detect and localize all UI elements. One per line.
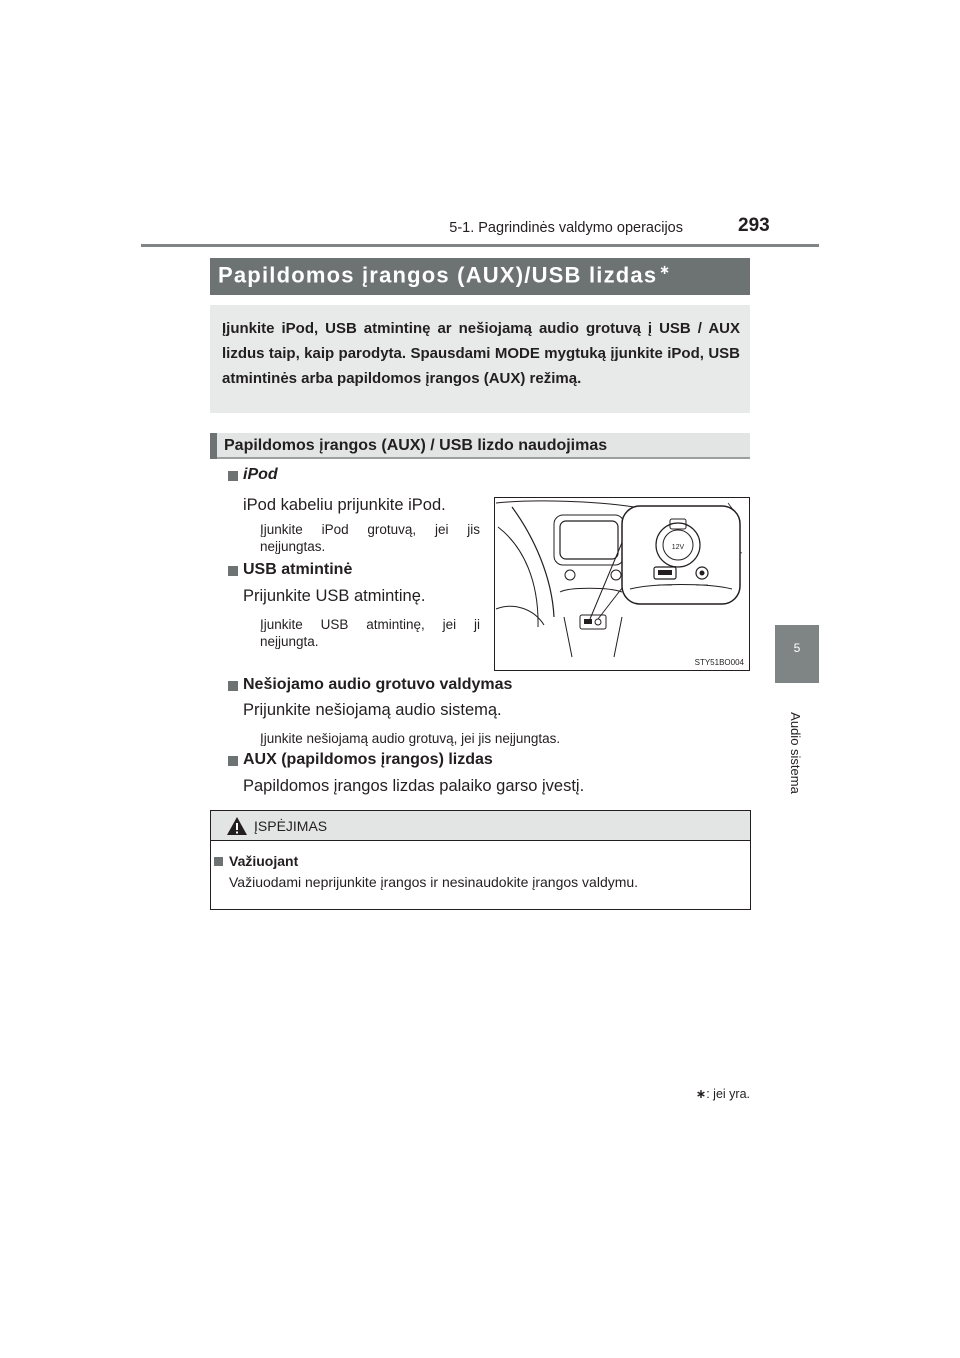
intro-text: Įjunkite iPod, USB atmintinę ar nešiojamą audio grotuvą į USB / AUX lizdus taip, kaip parodyta. Spausdami MODE mygtuką įjunkite iPod, USB atmintinės arba papildomos įrangos (AUX) režimą. [222, 320, 740, 387]
item-heading-aux: AUX (papildomos įrangos) lizdas [243, 751, 493, 768]
page-number: 293 [738, 215, 770, 236]
bullet-square-icon [228, 681, 238, 691]
item-note-usb: Įjunkite USB atmintinę, jei ji neįjungta. [260, 617, 480, 649]
item-heading-portable: Nešiojamo audio grotuvo valdymas [243, 676, 513, 693]
socket-label: 12V [671, 544, 685, 551]
chapter-label: Audio sistema [788, 712, 803, 794]
warning-label: ĮSPĖJIMAS [254, 818, 328, 834]
item-body-portable: Prijunkite nešiojamą audio sistemą. [243, 701, 502, 719]
bullet-square-icon [214, 857, 223, 866]
bullet-square-icon [228, 566, 238, 576]
item-note-ipod: Įjunkite iPod grotuvą, jei jis neįjungtas. [260, 522, 480, 554]
item-body-ipod: iPod kabeliu prijunkite iPod. [243, 496, 446, 514]
item-heading-ipod: iPod [243, 466, 278, 483]
warning-item-text: Važiuodami neprijunkite įrangos ir nesinaudokite įrangos valdymu. [229, 874, 639, 890]
warning-triangle-icon [226, 816, 248, 836]
bullet-square-icon [228, 471, 238, 481]
footnote [600, 1086, 750, 1101]
item-body-usb: Prijunkite USB atmintinę. [243, 587, 426, 605]
header-rule [141, 244, 819, 247]
item-heading-usb: USB atmintinė [243, 561, 353, 578]
footnote-asterisk: ∗ [695, 1087, 707, 1101]
dashboard-usb-aux-illustration [494, 497, 750, 671]
page-title-text: Papildomos įrangos (AUX)/USB lizdas [218, 262, 658, 288]
subheading: Papildomos įrangos (AUX) / USB lizdo naudojimas [224, 437, 608, 454]
illustration-code: STY51BO004 [694, 658, 744, 667]
bullet-square-icon [228, 756, 238, 766]
footnote-text: : jei yra. [706, 1087, 750, 1101]
page-title [218, 262, 671, 288]
subheading-accent [210, 433, 217, 459]
item-note-portable: Įjunkite nešiojamą audio grotuvą, jei jis neįjungtas. [260, 731, 561, 746]
section-title: 5-1. Pagrindinės valdymo operacijos [449, 220, 683, 236]
warning-item-title: Važiuojant [229, 853, 299, 869]
title-asterisk: ∗ [659, 262, 672, 277]
item-body-aux: Papildomos įrangos lizdas palaiko garso įvestį. [243, 777, 585, 795]
chapter-tab[interactable]: 5 [775, 625, 819, 683]
